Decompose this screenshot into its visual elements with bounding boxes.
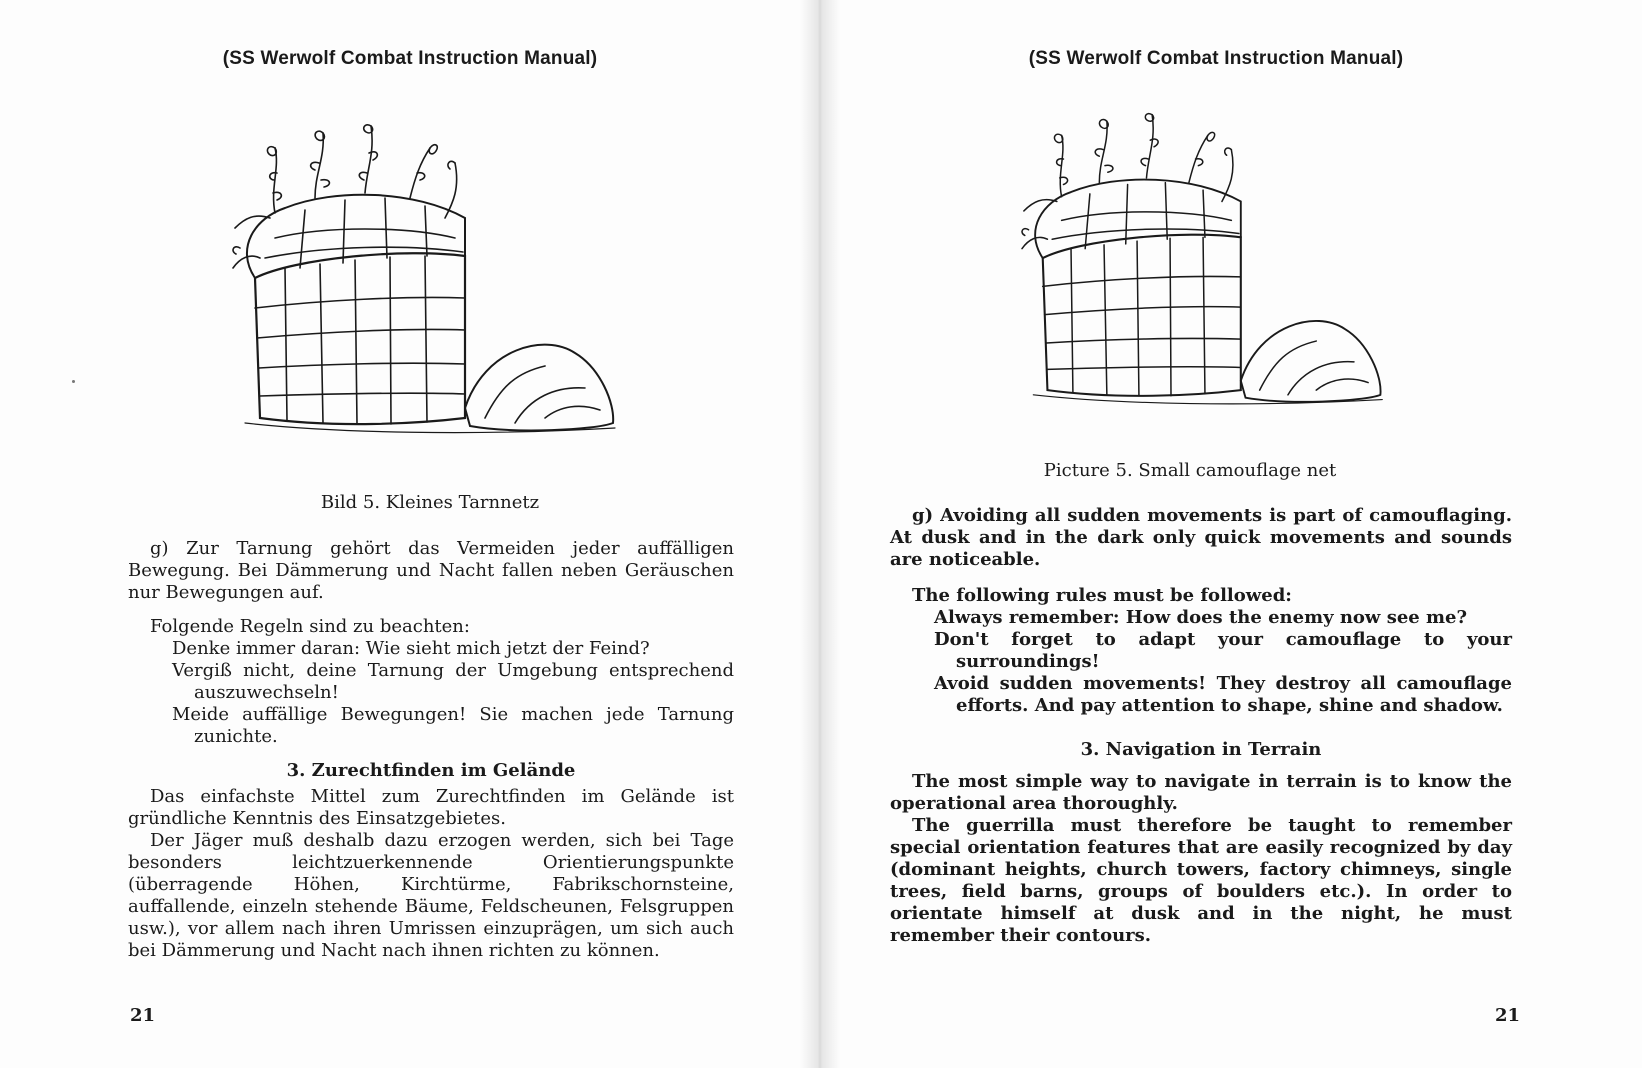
section-paragraph-1-left: Das einfachste Mittel zum Zurechtfinden im Gelände ist gründliche Kenntnis des Einsatzgebietes.: [128, 786, 734, 829]
page-number-right: 21: [1495, 1005, 1521, 1026]
rule-item: Always remember: How does the enemy now see me?: [934, 607, 1468, 628]
body-text-right: [890, 505, 1512, 947]
camouflage-net-illustration: [1005, 95, 1420, 440]
rule-item: Denke immer daran: Wie sieht mich jetzt der Feind?: [172, 638, 650, 659]
rule-item: Meide auffällige Bewegungen! Sie machen jede Tarnung zunichte.: [172, 704, 734, 747]
section-heading-right: 3. Navigation in Terrain: [1080, 739, 1322, 760]
paragraph-g-left: g) Zur Tarnung gehört das Vermeiden jeder auffälligen Bewegung. Bei Dämmerung und Nacht fallen neben Geräuschen nur Bewegungen auf.: [128, 538, 734, 603]
section-paragraph-2-right: The guerrilla must therefore be taught to remember special orientation features that are easily recognized by day (dominant heights, church towers, factory chimneys, single trees, field barns, groups of boulders etc.). In order to orientate himself at dusk and in the night, he must remember their contours.: [890, 815, 1512, 946]
rule-item: Vergiß nicht, deine Tarnung der Umgebung entsprechend auszuwechseln!: [172, 660, 734, 703]
rule-item: Don't forget to adapt your camouflage to your surroundings!: [934, 629, 1512, 672]
rules-list-right: [934, 607, 1512, 717]
book-gutter: [800, 0, 840, 1068]
rules-intro-left: Folgende Regeln sind zu beachten:: [150, 616, 470, 637]
paragraph-g-right: g) Avoiding all sudden movements is part of camouflaging. At dusk and in the dark only quick movements and sounds are noticeable.: [890, 505, 1512, 570]
page-number-left: 21: [130, 1005, 156, 1026]
left-page: [0, 0, 800, 1068]
paper-speck: [72, 380, 75, 383]
camouflage-net-illustration: [215, 118, 655, 458]
rules-list-left: [172, 638, 734, 748]
section-paragraph-2-left: Der Jäger muß deshalb dazu erzogen werden, sich bei Tage besonders leichtzuerkennende Orientierungspunkte (überragende Höhen, Kirchtürme, Fabrikschornsteine, auffallende, einzeln stehende Bäume, Feldscheunen, Felsgruppen usw.), vor allem nach ihren Umrissen einzuprägen, um sich auch bei Dämmerung und Nacht nach ihnen richten zu können.: [128, 830, 734, 961]
camouflage-net-illustration-svg: [215, 118, 655, 458]
figure-caption-left: Bild 5. Kleines Tarnnetz: [320, 492, 540, 513]
rules-intro-right: The following rules must be followed:: [912, 585, 1292, 606]
rule-item: Avoid sudden movements! They destroy all camouflage efforts. And pay attention to shape, shine and shadow.: [934, 673, 1512, 716]
running-head-right: (SS Werwolf Combat Instruction Manual): [1028, 48, 1404, 69]
section-paragraph-1-right: The most simple way to navigate in terrain is to know the operational area thoroughly.: [890, 771, 1512, 814]
section-heading-left: 3. Zurechtfinden im Gelände: [286, 760, 576, 781]
right-page: [840, 0, 1642, 1068]
body-text-left: [128, 538, 734, 962]
running-head-left: (SS Werwolf Combat Instruction Manual): [222, 48, 598, 69]
camouflage-net-illustration-svg: [1005, 95, 1420, 440]
figure-caption-right: Picture 5. Small camouflage net: [1043, 460, 1337, 481]
